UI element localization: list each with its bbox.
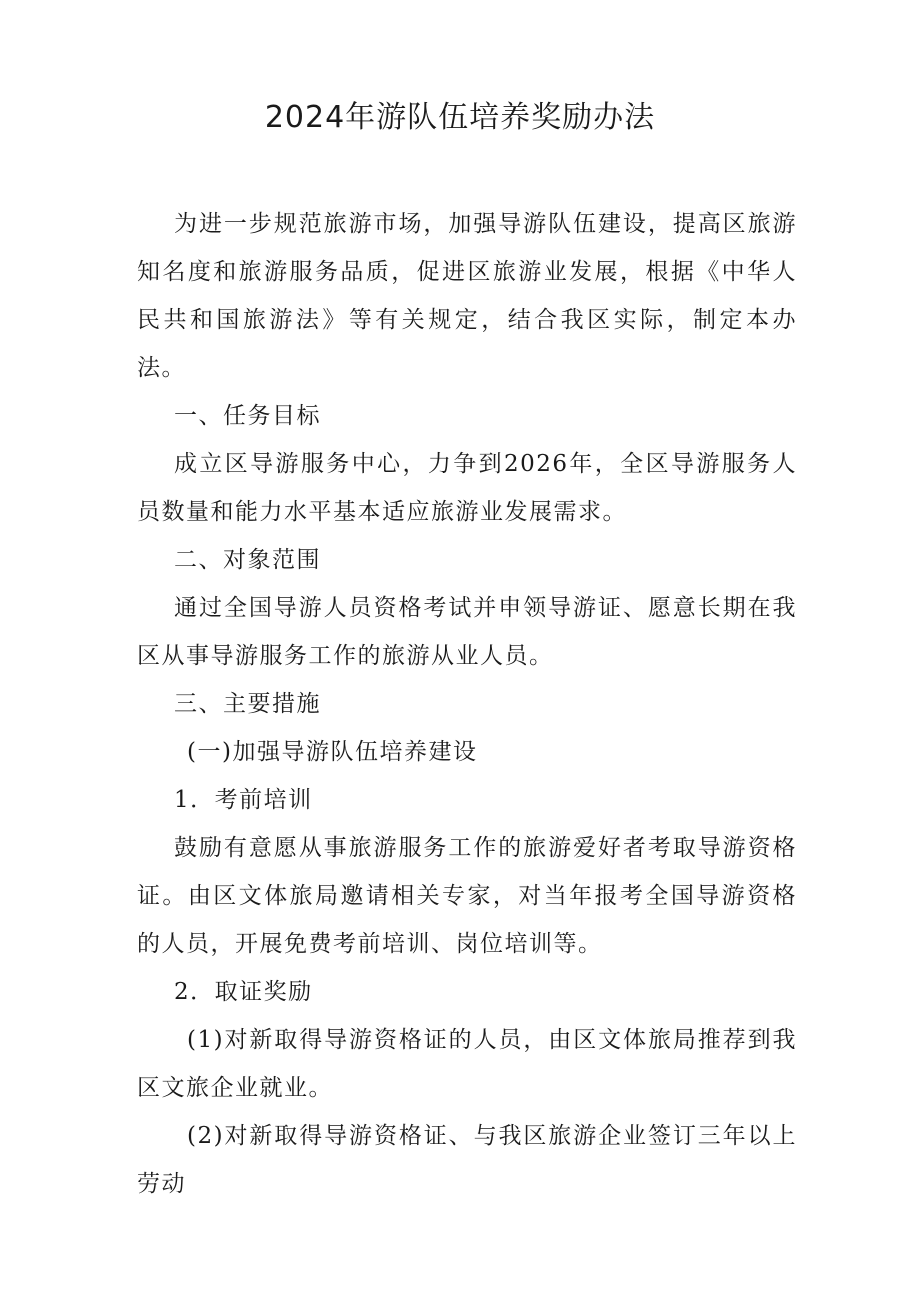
reward-clause-1: (1)对新取得导游资格证的人员，由区文体旅局推荐到我区文旅企业就业。 [137,1027,797,1101]
intro-paragraph: 为进一步规范旅游市场，加强导游队伍建设，提高区旅游知名度和旅游服务品质，促进区旅游业发展，根据《中华人民共和国旅游法》等有关规定，结合我区实际，制定本办法。 [137,211,797,381]
subsection-heading-training: (一)加强导游队伍培养建设 [187,739,478,765]
document-body [137,200,797,1208]
reward-clause-2: (2)对新取得导游资格证、与我区旅游企业签订三年以上劳动 [137,1123,797,1197]
item-heading-pre-exam-training: 1．考前培训 [174,787,313,813]
section-heading-task-goal: 一、任务目标 [174,403,321,429]
section-heading-scope: 二、对象范围 [174,547,321,573]
pre-exam-training-paragraph: 鼓励有意愿从事旅游服务工作的旅游爱好者考取导游资格证。由区文体旅局邀请相关专家，对当年报考全国导游资格的人员，开展免费考前培训、岗位培训等。 [137,835,797,957]
item-heading-certificate-reward: 2．取证奖励 [174,979,313,1005]
scope-paragraph: 通过全国导游人员资格考试并申领导游证、愿意长期在我区从事导游服务工作的旅游从业人员。 [137,595,797,669]
section-heading-measures: 三、主要措施 [174,691,321,717]
task-goal-paragraph: 成立区导游服务中心，力争到2026年，全区导游服务人员数量和能力水平基本适应旅游业发展需求。 [137,451,797,525]
document-title: 2024年游队伍培养奖励办法 [264,100,656,135]
